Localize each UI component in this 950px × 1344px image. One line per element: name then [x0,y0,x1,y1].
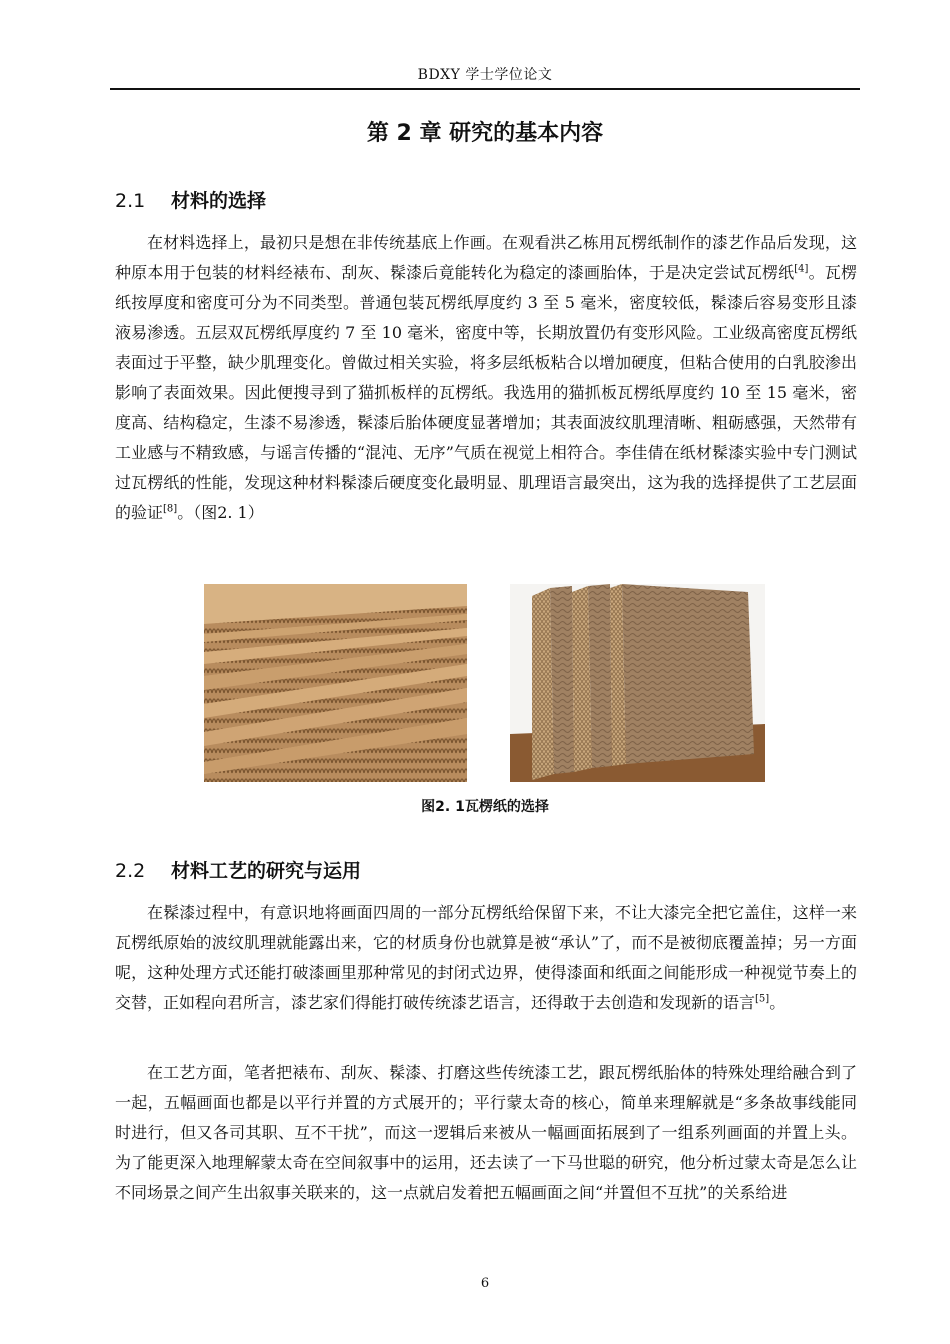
paragraph-text: 。（图2. 1） [177,503,264,522]
section-heading-2-1 [115,186,266,213]
citation: [5] [755,993,770,1005]
section-title-text: 材料的选择 [171,190,267,212]
paragraph-3 [115,1058,857,1208]
citation: [8] [163,503,178,515]
paragraph-text: 在材料选择上，最初只是想在非传统基底上作画。在观看洪乙栋用瓦楞纸制作的漆艺作品后发现，这种原本用于包装的材料经裱布、刮灰、髹漆后竟能转化为稳定的漆画胎体，于是决定尝试瓦楞纸 [115,233,857,282]
standing-cardboard-panels-image [510,584,765,782]
paragraph-text: 。瓦楞纸按厚度和密度可分为不同类型。普通包装瓦楞纸厚度约 3 至 5 毫米，密度较低，髹漆后容易变形且漆液易渗透。五层双瓦楞纸厚度约 7 至 10 毫米，密度中等，长期放置仍有变形风险。工业级高密度瓦楞纸表面过于平整，缺少肌理变化。曾做过相关实验，将多层纸板粘合以增加硬度，但粘合使用的白乳胶渗出影响了表面效果。因此便搜寻到了猫抓板样的瓦楞纸。我选用的猫抓板瓦楞纸厚度约 10 至 15 毫米，密度高、结构稳定，生漆不易渗透，髹漆后胎体硬度显著增加；其表面波纹肌理清晰、粗砺感强，天然带有工业感与不精致感，与谣言传播的“混沌、无序”气质在视觉上相符合。李佳倩在纸材髹漆实验中专门测试过瓦楞纸的性能，发现这种材料髹漆后硬度变化最明显、肌理语言最突出，这为我的选择提供了工艺层面的验证 [115,263,857,522]
paragraph-text: 在髹漆过程中，有意识地将画面四周的一部分瓦楞纸给保留下来，不让大漆完全把它盖住，这样一来瓦楞纸原始的波纹肌理就能露出来，它的材质身份也就算是被“承认”了，而不是被彻底覆盖掉；另一方面呢，这种处理方式还能打破漆画里那种常见的封闭式边界，使得漆面和纸面之间能形成一种视觉节奏上的交替，正如程向君所言，漆艺家们得能打破传统漆艺语言，还得敢于去创造和发现新的语言 [115,903,857,1012]
section-number: 2.1 [115,190,146,212]
figure-caption: 图2. 1瓦楞纸的选择 [421,799,549,815]
section-title-text: 材料工艺的研究与运用 [171,860,362,882]
chapter-title: 第 2 章 研究的基本内容 [366,121,604,146]
paragraph-1 [115,228,857,528]
section-heading-2-2 [115,856,361,883]
citation: [4] [794,263,809,275]
paragraph-text: 在工艺方面，笔者把裱布、刮灰、髹漆、打磨这些传统漆工艺，跟瓦楞纸胎体的特殊处理给融合到了一起，五幅画面也都是以平行并置的方式展开的；平行蒙太奇的核心，简单来理解就是“多条故事线能同时进行，但又各司其职、互不干扰”，而这一逻辑后来被从一幅画面拓展到了一组系列画面的并置上头。为了能更深入地理解蒙太奇在空间叙事中的运用，还去读了一下马世聪的研究，他分析过蒙太奇是怎么让不同场景之间产生出叙事关联来的，这一点就启发着把五幅画面之间“并置但不互扰”的关系给进 [115,1063,857,1202]
paragraph-2 [115,898,857,1018]
header-rule [110,88,860,90]
running-header: BDXY 学士学位论文 [417,67,553,83]
section-number: 2.2 [115,860,146,882]
paragraph-text: 。 [769,993,786,1012]
page-number: 6 [480,1276,490,1291]
corrugated-board-stack-image [204,584,467,782]
